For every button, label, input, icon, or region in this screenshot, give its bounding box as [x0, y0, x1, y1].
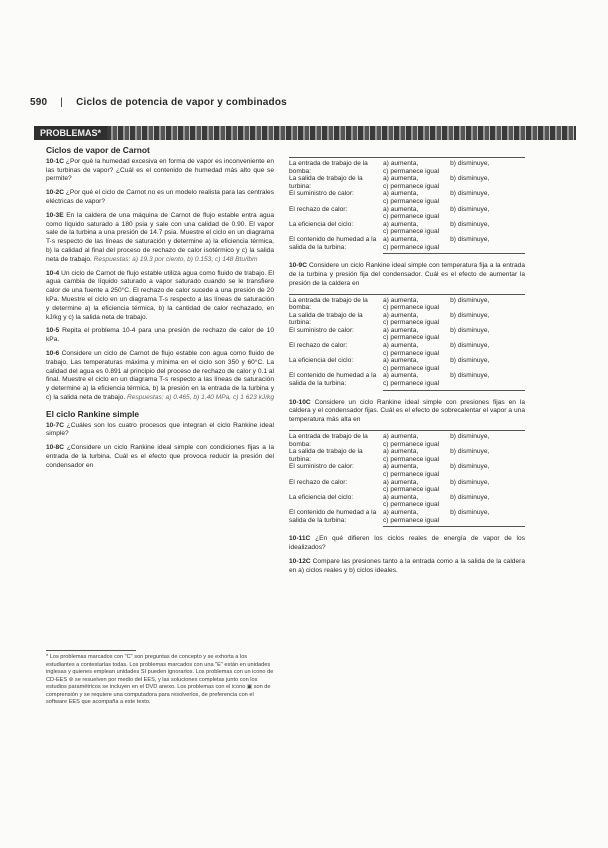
problem-10-3E	[46, 212, 274, 265]
effect-option: a) aumenta,	[383, 220, 419, 228]
effect-option: b) disminuye,	[450, 326, 490, 334]
problem-text: ¿En qué difieren los ciclos reales de energía de vapor de los idealizados?	[289, 535, 525, 551]
problem-answer: Respuestas: a) 19.3 por ciento, b) 0.153, c) 148 Btu/lbm	[93, 255, 258, 263]
problem-10-10C	[289, 399, 525, 425]
effect-option: c) permanece igual	[383, 197, 440, 205]
effect-option: a) aumenta,	[383, 326, 419, 334]
effect-option: b) disminuye,	[450, 190, 490, 198]
effect-row	[289, 479, 525, 487]
effect-option: b) disminuye,	[450, 158, 525, 168]
problem-10-2C	[46, 189, 274, 207]
effect-option: c) permanece igual	[383, 380, 525, 390]
effect-option: a) aumenta,	[383, 311, 419, 319]
effect-option: c) permanece igual	[383, 182, 440, 190]
effect-option: c) permanece igual	[383, 213, 440, 221]
problem-number: 10-10C	[289, 398, 311, 406]
effect-row	[289, 357, 525, 365]
effect-row	[289, 158, 525, 168]
effects-table	[289, 157, 525, 254]
effect-option: c) permanece igual	[383, 334, 440, 342]
page-number: 590	[30, 97, 48, 108]
problem-number: 10-4	[46, 269, 60, 277]
effect-option: a) aumenta,	[383, 190, 419, 198]
effects-table	[289, 430, 525, 527]
effect-option: b) disminuye,	[450, 448, 490, 456]
effect-label: La salida de trabajo de la turbina:	[289, 175, 363, 190]
problems-banner-label: PROBLEMAS*	[34, 126, 107, 140]
effect-label: La salida de trabajo de la turbina:	[289, 448, 363, 463]
page-header	[30, 97, 287, 108]
problem-10-6	[46, 350, 274, 403]
problem-number: 10-1C	[46, 157, 64, 165]
effect-option: c) permanece igual	[383, 228, 440, 236]
effect-row	[289, 509, 525, 517]
problem-number: 10-8C	[46, 444, 64, 452]
effect-option: c) permanece igual	[383, 167, 440, 175]
problem-text: Repita el problema 10-4 para una presión de rechazo de calor de 10 kPa.	[46, 327, 274, 344]
effect-row	[289, 294, 525, 304]
effect-option: a) aumenta,	[383, 357, 419, 365]
effect-label: La entrada de trabajo de la bomba:	[289, 294, 383, 312]
problem-answer: Respuestas: a) 0.465, b) 1.40 MPa, c) 1 623 kJ/kg	[127, 393, 275, 401]
effect-option: b) disminuye,	[450, 463, 490, 471]
footnote-text: * Los problemas marcados con "C" son preguntas de concepto y se exhorta a los estudiantes a contestarlas todas. Los problemas marcados con una "E" están en unidades inglesas y quienes emplean unidades SI pueden ignorarlos. Los problemas con un icono de CD-EES ⊚ se resuelven por medio del EES, y las soluciones completas junto con los estudios paramétricos se incluyen en el DVD anexo. Los problemas con el icono ▣ son de comprensión y se requiere una computadora para resolverlos, de preferencia con el software EES que acompaña a este texto.	[46, 654, 274, 705]
effect-row	[289, 190, 525, 198]
effect-row	[289, 448, 525, 456]
effect-option: a) aumenta,	[383, 478, 419, 486]
effect-label: El contenido de humedad a la salida de la turbina:	[289, 235, 377, 251]
problem-text: Considere un ciclo de Carnot de flujo estable con agua como fluido de trabajo. Las temperaturas máxima y mínima en el ciclo son 350 y 60°C. La calidad del agua es 0.891 al principio del proceso de rechazo de calor y 0.1 al final. Muestre el ciclo en un diagrama T-s respecto a las líneas de saturación y determine a) la eficiencia térmica, b) la presión en la entrada de la turbina y c) la salida neta de trabajo.	[46, 349, 274, 401]
effect-label: El rechazo de calor:	[289, 478, 348, 486]
problem-10-8C	[46, 444, 274, 470]
effect-row	[289, 175, 525, 183]
effect-option: a) aumenta,	[383, 493, 419, 501]
effect-option: b) disminuye,	[450, 220, 490, 228]
effect-row	[289, 342, 525, 350]
problem-10-1C	[46, 158, 274, 184]
problems-banner	[34, 126, 576, 140]
problem-text: ¿Cuáles son los cuatro procesos que integran el ciclo Rankine ideal simple?	[46, 421, 274, 438]
effect-option: b) disminuye,	[450, 372, 490, 380]
problem-10-7C	[46, 422, 274, 440]
effect-row	[289, 431, 525, 441]
effect-option: b) disminuye,	[450, 357, 490, 365]
effect-option: a) aumenta,	[383, 294, 450, 304]
effect-option: b) disminuye,	[450, 294, 525, 304]
effect-option: a) aumenta,	[383, 158, 450, 168]
effect-row	[289, 494, 525, 502]
effect-label: La entrada de trabajo de la bomba:	[289, 431, 383, 449]
effect-label: El rechazo de calor:	[289, 205, 348, 213]
effect-option: a) aumenta,	[383, 342, 419, 350]
effect-option: b) disminuye,	[450, 175, 490, 183]
problem-text: ¿Considere un ciclo Rankine ideal simple con condiciones fijas a la entrada de la turbina. Cuál es el efecto que provoca reducir la presión del condensador en	[46, 444, 274, 469]
left-column	[46, 146, 274, 476]
effect-label: La eficiencia del ciclo:	[289, 493, 354, 501]
problem-text: Considere un ciclo Rankine ideal simple con presiones fijas en la caldera y el condensador fijas. Cuál es el efecto de sobrecalentar el vapor a una temperatura más alta en	[289, 398, 525, 424]
problem-number: 10-12C	[289, 557, 311, 565]
problem-10-11C	[289, 535, 525, 553]
effect-option: c) permanece igual	[383, 319, 440, 327]
effect-option: a) aumenta,	[383, 463, 419, 471]
problem-number: 10-6	[46, 349, 60, 357]
section-heading: Ciclos de vapor de Carnot	[46, 145, 150, 155]
effect-option: b) disminuye,	[450, 205, 490, 213]
effect-label: El contenido de humedad a la salida de la turbina:	[289, 372, 377, 388]
problem-number: 10-9C	[289, 262, 307, 270]
problem-number: 10-7C	[46, 421, 64, 429]
problem-number: 10-2C	[46, 189, 64, 197]
problem-text: Compare las presiones tanto a la entrada como a la salida de la caldera en a) ciclos reales y b) ciclos ideales.	[289, 557, 525, 574]
problem-text: ¿Por qué la humedad excesiva en forma de vapor es inconveniente en las turbinas de vapor? ¿Cuál es el contenido de humedad más alto que se permite?	[46, 157, 274, 183]
effect-option: a) aumenta,	[383, 235, 419, 243]
effect-option: c) permanece igual	[383, 304, 440, 312]
problem-number: 10-11C	[289, 535, 311, 543]
right-column	[289, 157, 525, 580]
effect-row	[289, 372, 525, 380]
effect-option: b) disminuye,	[450, 493, 490, 501]
effect-option: b) disminuye,	[450, 508, 490, 516]
effect-option: c) permanece igual	[383, 517, 525, 527]
effect-row	[289, 327, 525, 335]
effect-option: c) permanece igual	[383, 244, 525, 254]
effect-label: El suministro de calor:	[289, 190, 354, 198]
effect-option: b) disminuye,	[450, 342, 490, 350]
problem-10-5	[46, 327, 274, 345]
effect-option: c) permanece igual	[383, 471, 440, 478]
effect-row	[289, 236, 525, 244]
effect-option: a) aumenta,	[383, 175, 419, 183]
effect-label: El suministro de calor:	[289, 326, 354, 334]
effect-row	[289, 206, 525, 214]
effect-option: c) permanece igual	[383, 364, 440, 372]
effect-label: La entrada de trabajo de la bomba:	[289, 158, 383, 176]
problem-10-4	[46, 270, 274, 323]
effect-option: c) permanece igual	[383, 349, 440, 357]
effect-option: c) permanece igual	[383, 501, 440, 509]
effect-option: a) aumenta,	[383, 508, 419, 516]
problem-text: En la caldera de una máquina de Carnot de flujo estable entra agua como líquido saturado a 180 psia y sale con una calidad de 0.90. El vapor sale de la turbina a una presión de 14.7 psia. Muestre el ciclo en un diagrama T-s respecto de las líneas de saturación y determine a) la eficiencia térmica, b) la calidad al final del proceso de rechazo de calor isotérmico y c) la salida neta de trabajo.	[46, 211, 274, 263]
section-heading: El ciclo Rankine simple	[46, 408, 140, 419]
effect-row	[289, 463, 525, 471]
effect-label: La eficiencia del ciclo:	[289, 357, 354, 365]
effect-option: b) disminuye,	[450, 431, 525, 441]
effect-row	[289, 221, 525, 229]
effect-label: El rechazo de calor:	[289, 342, 348, 350]
effect-option: b) disminuye,	[450, 235, 490, 243]
effect-label: La eficiencia del ciclo:	[289, 220, 354, 228]
effect-option: b) disminuye,	[450, 311, 490, 319]
chapter-title: Ciclos de potencia de vapor y combinados	[76, 97, 287, 108]
effect-row	[289, 312, 525, 320]
effect-option: b) disminuye,	[450, 478, 490, 486]
effect-option: a) aumenta,	[383, 205, 419, 213]
effect-option: a) aumenta,	[383, 372, 419, 380]
effect-option: a) aumenta,	[383, 448, 419, 456]
effect-option: c) permanece igual	[383, 440, 440, 448]
header-separator: |	[60, 97, 64, 108]
effects-table	[289, 294, 525, 391]
effect-option: c) permanece igual	[383, 486, 440, 494]
problem-number: 10-5	[46, 327, 60, 335]
effect-option: c) permanece igual	[383, 455, 440, 463]
problem-text: Considere un ciclo Rankine ideal simple con temperatura fija a la entrada de la turbina y presión fija del condensador. Cuál es el efecto de aumentar la presión de la caldera en	[289, 262, 525, 287]
effect-option: a) aumenta,	[383, 431, 450, 441]
problem-number: 10-3E	[46, 211, 64, 219]
problem-text: Un ciclo de Carnot de flujo estable utiliza agua como fluido de trabajo. El agua cambia de líquido saturado a vapor saturado cuando se le transfiere calor de una fuente a 250°C. El rechazo de calor sucede a una presión de 20 kPa. Muestre el ciclo en un diagrama T-s respecto a las líneas de saturación y determine a) la eficiencia térmica, b) la cantidad de calor rechazado, en kJ/kg y c) la salida neta de trabajo.	[46, 269, 274, 321]
problem-10-12C	[289, 558, 525, 576]
footnote	[46, 650, 274, 707]
effect-label: El suministro de calor:	[289, 463, 354, 471]
footnote-rule	[46, 650, 136, 651]
problem-text: ¿Por qué el ciclo de Carnot no es un modelo realista para las centrales eléctricas de vapor?	[46, 189, 274, 205]
problem-10-9C	[289, 262, 525, 288]
effect-label: La salida de trabajo de la turbina:	[289, 311, 363, 327]
effect-label: El contenido de humedad a la salida de la turbina:	[289, 508, 377, 524]
